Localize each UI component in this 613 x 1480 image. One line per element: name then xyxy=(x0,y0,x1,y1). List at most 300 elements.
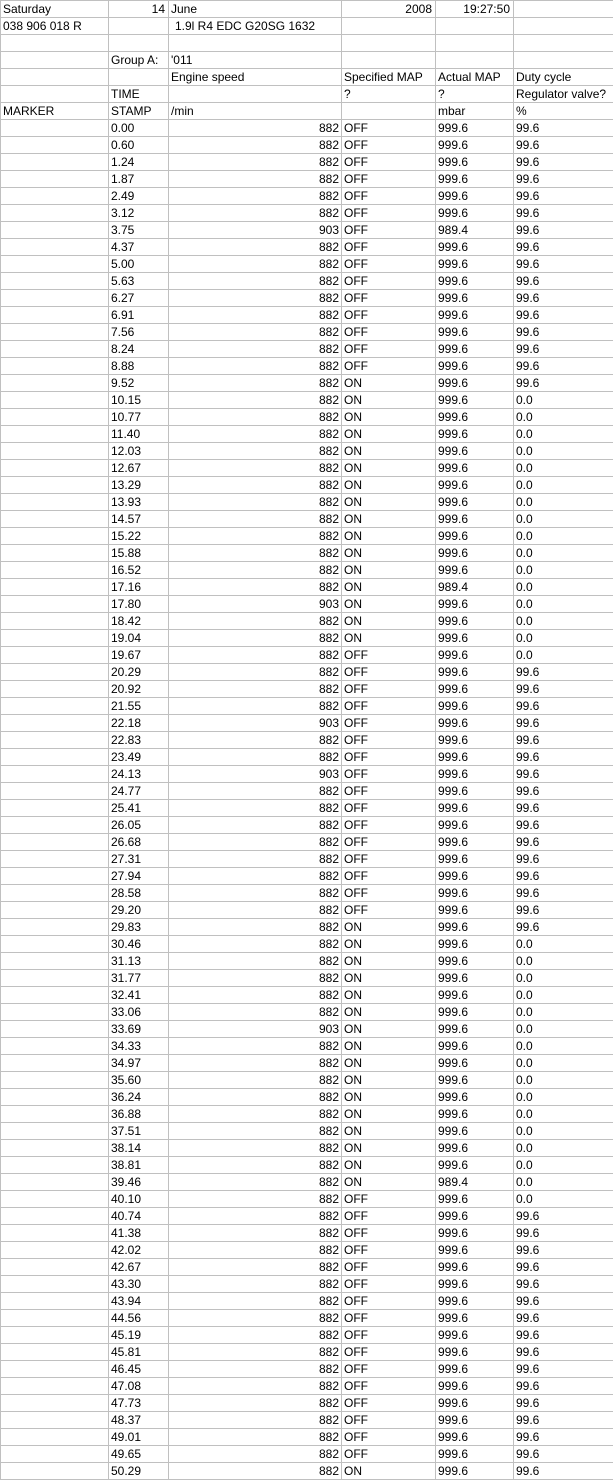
engine-speed-cell[interactable]: 882 xyxy=(169,562,342,579)
duty-cycle-cell[interactable]: 99.6 xyxy=(514,290,613,307)
empty-cell[interactable] xyxy=(342,35,436,52)
marker-cell[interactable] xyxy=(1,1106,109,1123)
time-stamp-cell[interactable]: 20.29 xyxy=(109,664,169,681)
marker-cell[interactable] xyxy=(1,987,109,1004)
engine-speed-cell[interactable]: 882 xyxy=(169,307,342,324)
engine-speed-cell[interactable]: 903 xyxy=(169,596,342,613)
duty-cycle-cell[interactable]: 99.6 xyxy=(514,902,613,919)
specified-map-cell[interactable]: OFF xyxy=(342,1208,436,1225)
duty-cycle-cell[interactable]: 99.6 xyxy=(514,1429,613,1446)
duty-cycle-cell[interactable]: 0.0 xyxy=(514,426,613,443)
empty-cell[interactable] xyxy=(1,86,109,103)
specified-map-cell[interactable]: ON xyxy=(342,511,436,528)
engine-speed-cell[interactable]: 882 xyxy=(169,324,342,341)
actual-map-cell[interactable]: 999.6 xyxy=(436,834,514,851)
specified-map-cell[interactable]: ON xyxy=(342,613,436,630)
actual-map-cell[interactable]: 989.4 xyxy=(436,579,514,596)
marker-cell[interactable] xyxy=(1,256,109,273)
time-stamp-cell[interactable]: 26.05 xyxy=(109,817,169,834)
actual-map-cell[interactable]: 999.6 xyxy=(436,647,514,664)
engine-speed-cell[interactable]: 882 xyxy=(169,1038,342,1055)
group-value-cell[interactable]: '011 xyxy=(169,52,342,69)
time-stamp-cell[interactable]: 40.10 xyxy=(109,1191,169,1208)
specified-map-cell[interactable]: OFF xyxy=(342,1293,436,1310)
marker-cell[interactable] xyxy=(1,817,109,834)
engine-speed-cell[interactable]: 882 xyxy=(169,630,342,647)
marker-cell[interactable] xyxy=(1,851,109,868)
actual-map-cell[interactable]: 999.6 xyxy=(436,358,514,375)
marker-cell[interactable] xyxy=(1,919,109,936)
actual-map-cell[interactable]: 999.6 xyxy=(436,1446,514,1463)
specified-map-cell[interactable]: ON xyxy=(342,1089,436,1106)
engine-speed-cell[interactable]: 882 xyxy=(169,749,342,766)
time-stamp-cell[interactable]: 38.81 xyxy=(109,1157,169,1174)
time-stamp-cell[interactable]: 21.55 xyxy=(109,698,169,715)
time-stamp-cell[interactable]: 1.87 xyxy=(109,171,169,188)
engine-speed-cell[interactable]: 882 xyxy=(169,1089,342,1106)
marker-cell[interactable] xyxy=(1,1463,109,1480)
engine-speed-cell[interactable]: 882 xyxy=(169,647,342,664)
specified-map-cell[interactable]: OFF xyxy=(342,307,436,324)
specified-map-cell[interactable]: OFF xyxy=(342,1191,436,1208)
time-stamp-cell[interactable]: 22.18 xyxy=(109,715,169,732)
regulator-header[interactable]: Regulator valve? xyxy=(514,86,613,103)
specified-map-cell[interactable]: OFF xyxy=(342,664,436,681)
actual-map-cell[interactable]: 999.6 xyxy=(436,1293,514,1310)
duty-cycle-cell[interactable]: 0.0 xyxy=(514,987,613,1004)
actual-map-cell[interactable]: 999.6 xyxy=(436,885,514,902)
specified-map-cell[interactable]: OFF xyxy=(342,817,436,834)
actual-map-cell[interactable]: 999.6 xyxy=(436,545,514,562)
time-stamp-cell[interactable]: 33.06 xyxy=(109,1004,169,1021)
engine-speed-cell[interactable]: 882 xyxy=(169,851,342,868)
rpm-unit[interactable]: /min xyxy=(169,103,342,120)
specified-map-cell[interactable]: OFF xyxy=(342,188,436,205)
actual-map-cell[interactable]: 999.6 xyxy=(436,562,514,579)
duty-cycle-cell[interactable]: 99.6 xyxy=(514,1412,613,1429)
engine-speed-cell[interactable]: 882 xyxy=(169,375,342,392)
actual-map-cell[interactable]: 999.6 xyxy=(436,1344,514,1361)
marker-cell[interactable] xyxy=(1,426,109,443)
time-stamp-cell[interactable]: 50.29 xyxy=(109,1463,169,1480)
marker-cell[interactable] xyxy=(1,698,109,715)
engine-speed-cell[interactable]: 882 xyxy=(169,1378,342,1395)
duty-cycle-cell[interactable]: 0.0 xyxy=(514,953,613,970)
engine-speed-cell[interactable]: 882 xyxy=(169,834,342,851)
specified-map-cell[interactable]: OFF xyxy=(342,834,436,851)
duty-cycle-cell[interactable]: 0.0 xyxy=(514,460,613,477)
actual-map-cell[interactable]: 999.6 xyxy=(436,1072,514,1089)
marker-cell[interactable] xyxy=(1,494,109,511)
specified-map-cell[interactable]: OFF xyxy=(342,137,436,154)
marker-cell[interactable] xyxy=(1,188,109,205)
specified-map-unit[interactable]: ? xyxy=(342,86,436,103)
engine-speed-cell[interactable]: 882 xyxy=(169,919,342,936)
actual-map-cell[interactable]: 999.6 xyxy=(436,1395,514,1412)
duty-cycle-cell[interactable]: 99.6 xyxy=(514,239,613,256)
actual-map-header[interactable]: Actual MAP xyxy=(436,69,514,86)
actual-map-cell[interactable]: 999.6 xyxy=(436,936,514,953)
empty-cell[interactable] xyxy=(514,1,613,18)
marker-cell[interactable] xyxy=(1,1242,109,1259)
duty-cycle-cell[interactable]: 99.6 xyxy=(514,783,613,800)
duty-cycle-cell[interactable]: 99.6 xyxy=(514,188,613,205)
actual-map-cell[interactable]: 999.6 xyxy=(436,1412,514,1429)
duty-cycle-cell[interactable]: 99.6 xyxy=(514,868,613,885)
time-stamp-cell[interactable]: 47.73 xyxy=(109,1395,169,1412)
duty-cycle-cell[interactable]: 0.0 xyxy=(514,528,613,545)
marker-cell[interactable] xyxy=(1,222,109,239)
duty-cycle-cell[interactable]: 0.0 xyxy=(514,1191,613,1208)
time-stamp-cell[interactable]: 19.04 xyxy=(109,630,169,647)
time-stamp-cell[interactable]: 12.67 xyxy=(109,460,169,477)
marker-cell[interactable] xyxy=(1,902,109,919)
engine-speed-cell[interactable]: 882 xyxy=(169,154,342,171)
month-cell[interactable]: June xyxy=(169,1,342,18)
marker-cell[interactable] xyxy=(1,137,109,154)
duty-cycle-cell[interactable]: 0.0 xyxy=(514,1123,613,1140)
engine-speed-cell[interactable]: 882 xyxy=(169,1055,342,1072)
time-stamp-cell[interactable]: 1.24 xyxy=(109,154,169,171)
specified-map-cell[interactable]: OFF xyxy=(342,1259,436,1276)
actual-map-cell[interactable]: 999.6 xyxy=(436,307,514,324)
marker-cell[interactable] xyxy=(1,120,109,137)
time-stamp-cell[interactable]: 27.31 xyxy=(109,851,169,868)
actual-map-cell[interactable]: 989.4 xyxy=(436,1174,514,1191)
specified-map-cell[interactable]: ON xyxy=(342,375,436,392)
time-stamp-cell[interactable]: 43.30 xyxy=(109,1276,169,1293)
actual-map-cell[interactable]: 999.6 xyxy=(436,1089,514,1106)
specified-map-cell[interactable]: OFF xyxy=(342,358,436,375)
duty-cycle-cell[interactable]: 99.6 xyxy=(514,817,613,834)
engine-speed-cell[interactable]: 882 xyxy=(169,511,342,528)
time-stamp-cell[interactable]: 5.00 xyxy=(109,256,169,273)
actual-map-cell[interactable]: 999.6 xyxy=(436,596,514,613)
marker-cell[interactable] xyxy=(1,528,109,545)
actual-map-cell[interactable]: 999.6 xyxy=(436,1276,514,1293)
specified-map-cell[interactable]: OFF xyxy=(342,341,436,358)
duty-cycle-cell[interactable]: 99.6 xyxy=(514,1276,613,1293)
actual-map-cell[interactable]: 999.6 xyxy=(436,766,514,783)
engine-speed-header[interactable]: Engine speed xyxy=(169,69,342,86)
marker-cell[interactable] xyxy=(1,783,109,800)
duty-cycle-cell[interactable]: 0.0 xyxy=(514,613,613,630)
engine-speed-cell[interactable]: 882 xyxy=(169,358,342,375)
duty-cycle-cell[interactable]: 99.6 xyxy=(514,341,613,358)
actual-map-cell[interactable]: 999.6 xyxy=(436,290,514,307)
duty-cycle-cell[interactable]: 0.0 xyxy=(514,579,613,596)
empty-cell[interactable] xyxy=(342,103,436,120)
time-stamp-cell[interactable]: 40.74 xyxy=(109,1208,169,1225)
marker-cell[interactable] xyxy=(1,715,109,732)
marker-cell[interactable] xyxy=(1,1429,109,1446)
actual-map-cell[interactable]: 999.6 xyxy=(436,664,514,681)
duty-cycle-cell[interactable]: 0.0 xyxy=(514,1106,613,1123)
time-stamp-cell[interactable]: 5.63 xyxy=(109,273,169,290)
engine-speed-cell[interactable]: 882 xyxy=(169,494,342,511)
engine-speed-cell[interactable]: 903 xyxy=(169,222,342,239)
empty-cell[interactable] xyxy=(1,35,109,52)
actual-map-cell[interactable]: 999.6 xyxy=(436,460,514,477)
duty-cycle-cell[interactable]: 99.6 xyxy=(514,324,613,341)
duty-cycle-cell[interactable]: 0.0 xyxy=(514,1038,613,1055)
specified-map-cell[interactable]: OFF xyxy=(342,885,436,902)
actual-map-cell[interactable]: 999.6 xyxy=(436,409,514,426)
duty-cycle-cell[interactable]: 99.6 xyxy=(514,715,613,732)
specified-map-cell[interactable]: ON xyxy=(342,426,436,443)
marker-cell[interactable] xyxy=(1,885,109,902)
marker-cell[interactable] xyxy=(1,1276,109,1293)
engine-speed-cell[interactable]: 882 xyxy=(169,681,342,698)
marker-cell[interactable] xyxy=(1,341,109,358)
time-stamp-cell[interactable]: 20.92 xyxy=(109,681,169,698)
time-stamp-cell[interactable]: 45.81 xyxy=(109,1344,169,1361)
duty-cycle-cell[interactable]: 99.6 xyxy=(514,851,613,868)
marker-cell[interactable] xyxy=(1,1327,109,1344)
part-number-cell[interactable]: 038 906 018 R xyxy=(1,18,109,35)
marker-cell[interactable] xyxy=(1,596,109,613)
specified-map-cell[interactable]: OFF xyxy=(342,1446,436,1463)
duty-cycle-cell[interactable]: 0.0 xyxy=(514,443,613,460)
marker-cell[interactable] xyxy=(1,273,109,290)
empty-cell[interactable] xyxy=(342,52,436,69)
actual-map-cell[interactable]: 999.6 xyxy=(436,1055,514,1072)
specified-map-cell[interactable]: ON xyxy=(342,545,436,562)
actual-map-cell[interactable]: 999.6 xyxy=(436,749,514,766)
engine-speed-cell[interactable]: 882 xyxy=(169,800,342,817)
time-stamp-cell[interactable]: 31.13 xyxy=(109,953,169,970)
time-stamp-cell[interactable]: 17.80 xyxy=(109,596,169,613)
duty-cycle-cell[interactable]: 99.6 xyxy=(514,749,613,766)
specified-map-cell[interactable]: OFF xyxy=(342,749,436,766)
specified-map-cell[interactable]: OFF xyxy=(342,120,436,137)
duty-cycle-cell[interactable]: 99.6 xyxy=(514,154,613,171)
engine-speed-cell[interactable]: 882 xyxy=(169,460,342,477)
time-stamp-cell[interactable]: 25.41 xyxy=(109,800,169,817)
time-stamp-cell[interactable]: 22.83 xyxy=(109,732,169,749)
stamp-header[interactable]: STAMP xyxy=(109,103,169,120)
engine-speed-cell[interactable]: 882 xyxy=(169,188,342,205)
duty-cycle-cell[interactable]: 99.6 xyxy=(514,358,613,375)
duty-cycle-cell[interactable]: 99.6 xyxy=(514,1446,613,1463)
specified-map-cell[interactable]: OFF xyxy=(342,851,436,868)
specified-map-cell[interactable]: OFF xyxy=(342,1378,436,1395)
engine-speed-cell[interactable]: 882 xyxy=(169,273,342,290)
duty-cycle-cell[interactable]: 99.6 xyxy=(514,681,613,698)
time-stamp-cell[interactable]: 9.52 xyxy=(109,375,169,392)
time-stamp-cell[interactable]: 44.56 xyxy=(109,1310,169,1327)
marker-cell[interactable] xyxy=(1,800,109,817)
marker-cell[interactable] xyxy=(1,664,109,681)
duty-cycle-cell[interactable]: 99.6 xyxy=(514,664,613,681)
time-stamp-cell[interactable]: 42.67 xyxy=(109,1259,169,1276)
specified-map-cell[interactable]: OFF xyxy=(342,222,436,239)
duty-cycle-cell[interactable]: 99.6 xyxy=(514,273,613,290)
engine-speed-cell[interactable]: 882 xyxy=(169,545,342,562)
specified-map-cell[interactable]: OFF xyxy=(342,154,436,171)
actual-map-cell[interactable]: 999.6 xyxy=(436,137,514,154)
marker-cell[interactable] xyxy=(1,239,109,256)
duty-cycle-cell[interactable]: 99.6 xyxy=(514,732,613,749)
actual-map-cell[interactable]: 999.6 xyxy=(436,1123,514,1140)
specified-map-cell[interactable]: ON xyxy=(342,987,436,1004)
actual-map-cell[interactable]: 999.6 xyxy=(436,1259,514,1276)
actual-map-cell[interactable]: 999.6 xyxy=(436,613,514,630)
actual-map-cell[interactable]: 999.6 xyxy=(436,1038,514,1055)
specified-map-cell[interactable]: OFF xyxy=(342,205,436,222)
year-cell[interactable]: 2008 xyxy=(342,1,436,18)
time-stamp-cell[interactable]: 45.19 xyxy=(109,1327,169,1344)
specified-map-cell[interactable]: OFF xyxy=(342,1412,436,1429)
marker-cell[interactable] xyxy=(1,766,109,783)
specified-map-cell[interactable]: OFF xyxy=(342,681,436,698)
time-stamp-cell[interactable]: 33.69 xyxy=(109,1021,169,1038)
duty-cycle-cell[interactable]: 99.6 xyxy=(514,1242,613,1259)
marker-cell[interactable] xyxy=(1,1208,109,1225)
engine-speed-cell[interactable]: 882 xyxy=(169,868,342,885)
specified-map-cell[interactable]: OFF xyxy=(342,868,436,885)
marker-cell[interactable] xyxy=(1,1072,109,1089)
engine-speed-cell[interactable]: 882 xyxy=(169,1140,342,1157)
specified-map-cell[interactable]: ON xyxy=(342,1055,436,1072)
time-stamp-cell[interactable]: 10.15 xyxy=(109,392,169,409)
actual-map-cell[interactable]: 999.6 xyxy=(436,375,514,392)
duty-cycle-cell[interactable]: 99.6 xyxy=(514,375,613,392)
empty-cell[interactable] xyxy=(169,86,342,103)
time-stamp-cell[interactable]: 15.88 xyxy=(109,545,169,562)
engine-speed-cell[interactable]: 882 xyxy=(169,205,342,222)
time-stamp-cell[interactable]: 13.29 xyxy=(109,477,169,494)
specified-map-cell[interactable]: ON xyxy=(342,1021,436,1038)
specified-map-cell[interactable]: ON xyxy=(342,1038,436,1055)
specified-map-cell[interactable]: ON xyxy=(342,443,436,460)
empty-cell[interactable] xyxy=(436,18,514,35)
duty-cycle-cell[interactable]: 0.0 xyxy=(514,1021,613,1038)
specified-map-cell[interactable]: ON xyxy=(342,1004,436,1021)
time-stamp-cell[interactable]: 3.12 xyxy=(109,205,169,222)
day-cell[interactable]: Saturday xyxy=(1,1,109,18)
empty-cell[interactable] xyxy=(436,52,514,69)
marker-cell[interactable] xyxy=(1,1378,109,1395)
empty-cell[interactable] xyxy=(342,18,436,35)
marker-cell[interactable] xyxy=(1,1038,109,1055)
actual-map-cell[interactable]: 999.6 xyxy=(436,1429,514,1446)
actual-map-cell[interactable]: 999.6 xyxy=(436,1310,514,1327)
empty-cell[interactable] xyxy=(109,69,169,86)
ecu-desc-cell[interactable]: 1.9l R4 EDC G20SG 1632 xyxy=(169,18,342,35)
engine-speed-cell[interactable]: 882 xyxy=(169,1259,342,1276)
specified-map-cell[interactable]: ON xyxy=(342,1174,436,1191)
time-stamp-cell[interactable]: 49.65 xyxy=(109,1446,169,1463)
time-stamp-cell[interactable]: 14.57 xyxy=(109,511,169,528)
marker-cell[interactable] xyxy=(1,1293,109,1310)
duty-cycle-cell[interactable]: 99.6 xyxy=(514,222,613,239)
engine-speed-cell[interactable]: 882 xyxy=(169,171,342,188)
engine-speed-cell[interactable]: 882 xyxy=(169,443,342,460)
marker-header[interactable]: MARKER xyxy=(1,103,109,120)
engine-speed-cell[interactable]: 882 xyxy=(169,1361,342,1378)
actual-map-cell[interactable]: 999.6 xyxy=(436,1208,514,1225)
engine-speed-cell[interactable]: 882 xyxy=(169,817,342,834)
engine-speed-cell[interactable]: 882 xyxy=(169,1412,342,1429)
specified-map-cell[interactable]: ON xyxy=(342,1123,436,1140)
marker-cell[interactable] xyxy=(1,1089,109,1106)
time-stamp-cell[interactable]: 48.37 xyxy=(109,1412,169,1429)
specified-map-cell[interactable]: OFF xyxy=(342,766,436,783)
empty-cell[interactable] xyxy=(109,35,169,52)
marker-cell[interactable] xyxy=(1,358,109,375)
actual-map-cell[interactable]: 999.6 xyxy=(436,392,514,409)
actual-map-cell[interactable]: 999.6 xyxy=(436,987,514,1004)
actual-map-cell[interactable]: 999.6 xyxy=(436,919,514,936)
actual-map-cell[interactable]: 999.6 xyxy=(436,273,514,290)
actual-map-cell[interactable]: 999.6 xyxy=(436,1021,514,1038)
time-stamp-cell[interactable]: 6.27 xyxy=(109,290,169,307)
specified-map-cell[interactable]: ON xyxy=(342,1463,436,1480)
time-stamp-cell[interactable]: 37.51 xyxy=(109,1123,169,1140)
actual-map-cell[interactable]: 999.6 xyxy=(436,630,514,647)
actual-map-cell[interactable]: 999.6 xyxy=(436,239,514,256)
actual-map-cell[interactable]: 999.6 xyxy=(436,1225,514,1242)
duty-cycle-cell[interactable]: 99.6 xyxy=(514,766,613,783)
actual-map-cell[interactable]: 999.6 xyxy=(436,732,514,749)
engine-speed-cell[interactable]: 882 xyxy=(169,1191,342,1208)
actual-map-cell[interactable]: 999.6 xyxy=(436,1361,514,1378)
engine-speed-cell[interactable]: 882 xyxy=(169,698,342,715)
duty-cycle-cell[interactable]: 0.0 xyxy=(514,596,613,613)
engine-speed-cell[interactable]: 882 xyxy=(169,426,342,443)
engine-speed-cell[interactable]: 882 xyxy=(169,970,342,987)
specified-map-cell[interactable]: OFF xyxy=(342,290,436,307)
engine-speed-cell[interactable]: 882 xyxy=(169,1310,342,1327)
marker-cell[interactable] xyxy=(1,1259,109,1276)
duty-cycle-cell[interactable]: 99.6 xyxy=(514,1327,613,1344)
marker-cell[interactable] xyxy=(1,324,109,341)
specified-map-cell[interactable]: OFF xyxy=(342,1276,436,1293)
duty-cycle-cell[interactable]: 99.6 xyxy=(514,205,613,222)
duty-cycle-cell[interactable]: 0.0 xyxy=(514,936,613,953)
marker-cell[interactable] xyxy=(1,154,109,171)
time-cell[interactable]: 19:27:50 xyxy=(436,1,514,18)
actual-map-cell[interactable]: 999.6 xyxy=(436,1106,514,1123)
specified-map-cell[interactable]: ON xyxy=(342,1157,436,1174)
duty-cycle-cell[interactable]: 99.6 xyxy=(514,1293,613,1310)
specified-map-cell[interactable]: ON xyxy=(342,1072,436,1089)
engine-speed-cell[interactable]: 882 xyxy=(169,1123,342,1140)
marker-cell[interactable] xyxy=(1,171,109,188)
duty-cycle-cell[interactable]: 99.6 xyxy=(514,834,613,851)
time-stamp-cell[interactable]: 24.13 xyxy=(109,766,169,783)
time-stamp-cell[interactable]: 2.49 xyxy=(109,188,169,205)
duty-cycle-cell[interactable]: 0.0 xyxy=(514,1089,613,1106)
time-stamp-cell[interactable]: 8.24 xyxy=(109,341,169,358)
marker-cell[interactable] xyxy=(1,1157,109,1174)
actual-map-cell[interactable]: 999.6 xyxy=(436,953,514,970)
marker-cell[interactable] xyxy=(1,579,109,596)
time-stamp-cell[interactable]: 24.77 xyxy=(109,783,169,800)
specified-map-cell[interactable]: OFF xyxy=(342,715,436,732)
engine-speed-cell[interactable]: 882 xyxy=(169,936,342,953)
mbar-unit[interactable]: mbar xyxy=(436,103,514,120)
specified-map-cell[interactable]: ON xyxy=(342,630,436,647)
duty-cycle-cell[interactable]: 0.0 xyxy=(514,1004,613,1021)
engine-speed-cell[interactable]: 903 xyxy=(169,1021,342,1038)
marker-cell[interactable] xyxy=(1,1191,109,1208)
duty-cycle-cell[interactable]: 0.0 xyxy=(514,494,613,511)
time-stamp-cell[interactable]: 26.68 xyxy=(109,834,169,851)
empty-cell[interactable] xyxy=(514,52,613,69)
marker-cell[interactable] xyxy=(1,290,109,307)
